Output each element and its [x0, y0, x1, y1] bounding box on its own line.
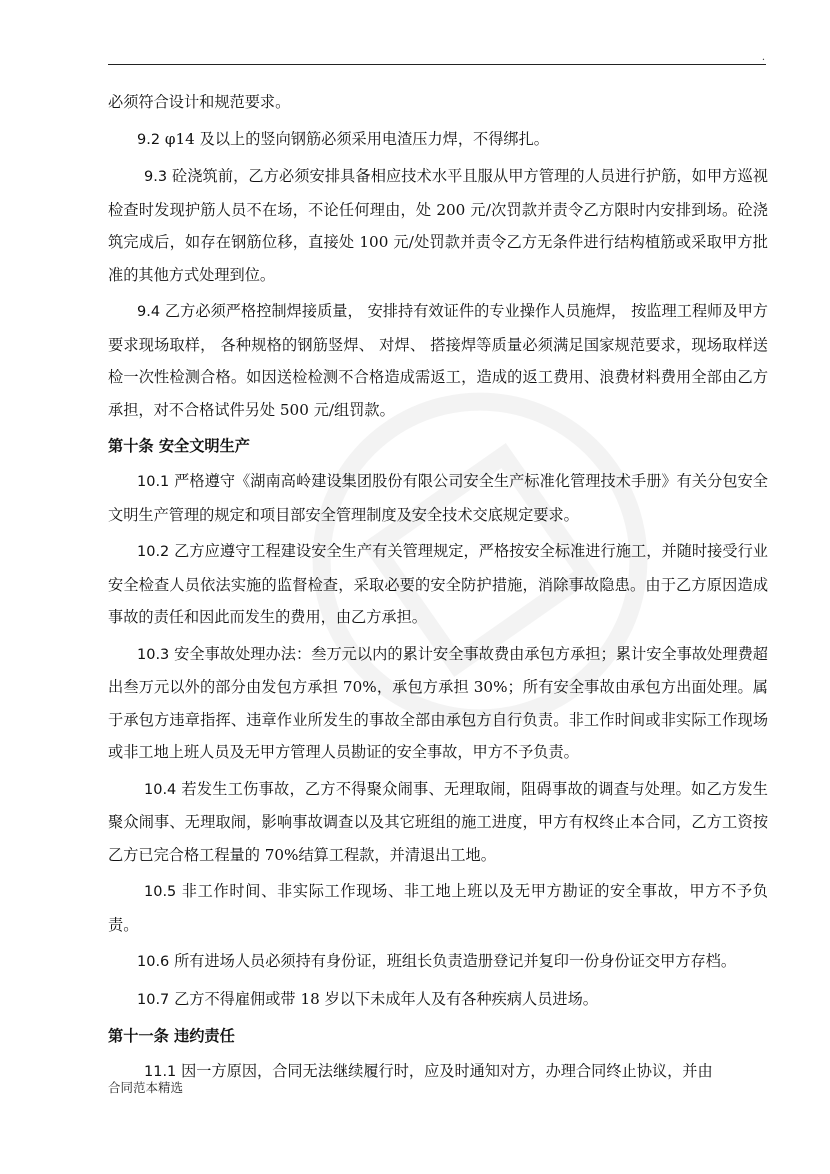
clause-9-3 [108, 160, 768, 291]
clause-10-7 [108, 983, 768, 1017]
clause-number: 10.6 [137, 954, 170, 970]
paragraph-continuation: 必须符合设计和规范要求。 [108, 93, 291, 111]
clause-text: 若发生工伤事故，乙方不得聚众闹事、无理取闹，阻碍事故的调查与处理。如乙方发生聚众闹事、无理取闹，影响事故调查以及其它班组的施工进度，甲方有权终止本合同，乙方工资按乙方已完合格工程量的 70%结算工程款，并清退出工地。 [108, 779, 768, 864]
corner-mark: . [761, 52, 765, 63]
clause-9-2 [108, 123, 768, 157]
clause-number: 10.3 [137, 646, 170, 663]
clause-11-1 [108, 1055, 768, 1089]
clause-text: 严格遵守《湖南高岭建设集团股份有限公司安全生产标准化管理技术手册》有关分包安全文明生产管理的规定和项目部安全管理制度及安全技术交底规定要求。 [108, 472, 768, 524]
document-body [108, 86, 768, 1093]
clause-number: 10.7 [137, 991, 170, 1008]
clause-number: 9.2 [137, 131, 161, 148]
clause-number: 10.5 [144, 884, 177, 900]
article-11-heading: 第十一条 违约责任 [108, 1027, 235, 1045]
clause-text: 因一方原因，合同无法继续履行时，应及时通知对方，办理合同终止协议，并由 [176, 1062, 713, 1080]
clause-text: 乙方应遵守工程建设安全生产有关管理规定，严格按安全标准进行施工，并随时接受行业安全检查人员依法实施的监督检查，采取必要的安全防护措施，消除事故隐患。由于乙方原因造成事故的责任和因此而发生的费用，由乙方承担。 [108, 542, 768, 626]
clause-text: 非工作时间、非实际工作现场、非工地上班以及无甲方勘证的安全事故，甲方不予负责。 [108, 882, 768, 934]
clause-number: 11.1 [144, 1064, 177, 1080]
clause-10-3 [108, 638, 768, 769]
clause-number: 10.2 [137, 544, 170, 560]
clause-number: 9.3 [144, 169, 168, 185]
clause-text: 乙方不得雇佣或带 18 岁以下未成年人及有各种疾病人员进场。 [169, 989, 598, 1008]
clause-10-1 [108, 465, 768, 531]
clause-text: φ14 及以上的竖向钢筋必须采用电渣压力焊，不得绑扎。 [160, 129, 549, 148]
clause-10-2 [108, 535, 768, 634]
clause-text: 所有进场人员必须持有身份证，班组长负责造册登记并复印一份身份证交甲方存档。 [169, 952, 737, 970]
header-rule [108, 64, 766, 65]
clause-text: 砼浇筑前，乙方必须安排具备相应技术水平且服从甲方管理的人员进行护筋，如甲方巡视检查时发现护筋人员不在场，不论任何理由，处 200 元/次罚款并责令乙方限时内安排到场。砼浇筑完成后，如存在钢筋位移，直接处 100 元/处罚款并责令乙方无条件进行结构植筋或采取甲方批准的其他方式处理到位。 [108, 167, 768, 284]
clause-10-4 [108, 773, 768, 872]
clause-number: 10.4 [144, 781, 177, 798]
clause-text: 乙方必须严格控制焊接质量， 安排持有效证件的专业操作人员施焊， 按监理工程师及甲方要求现场取样， 各种规格的钢筋竖焊、 对焊、 搭接焊等质量必须满足国家规范要求，现场取样送检一次性检测合格。如因送检检测不合格造成需返工，造成的返工费用、浪费材料费用全部由乙方承担，对不合格试件另处 500 元/组罚款。 [108, 302, 768, 419]
clause-number: 9.4 [137, 304, 161, 320]
clause-text: 安全事故处理办法：叁万元以内的累计安全事故费由承包方承担；累计安全事故处理费超出叁万元以外的部分由发包方承担 70%，承包方承担 30%；所有安全事故由承包方出面处理。属于承包方违章指挥、违章作业所发生的事故全部由承包方自行负责。非工作时间或非实际工作现场或非工地上班人员及无甲方管理人员勘证的安全事故，甲方不予负责。 [108, 644, 768, 761]
footer-text: 合同范本精选 [108, 1080, 184, 1095]
clause-10-5 [108, 875, 768, 941]
clause-number: 10.1 [137, 474, 170, 490]
article-10-heading: 第十条 安全文明生产 [108, 437, 250, 455]
clause-10-6 [108, 945, 768, 979]
clause-9-4 [108, 295, 768, 426]
